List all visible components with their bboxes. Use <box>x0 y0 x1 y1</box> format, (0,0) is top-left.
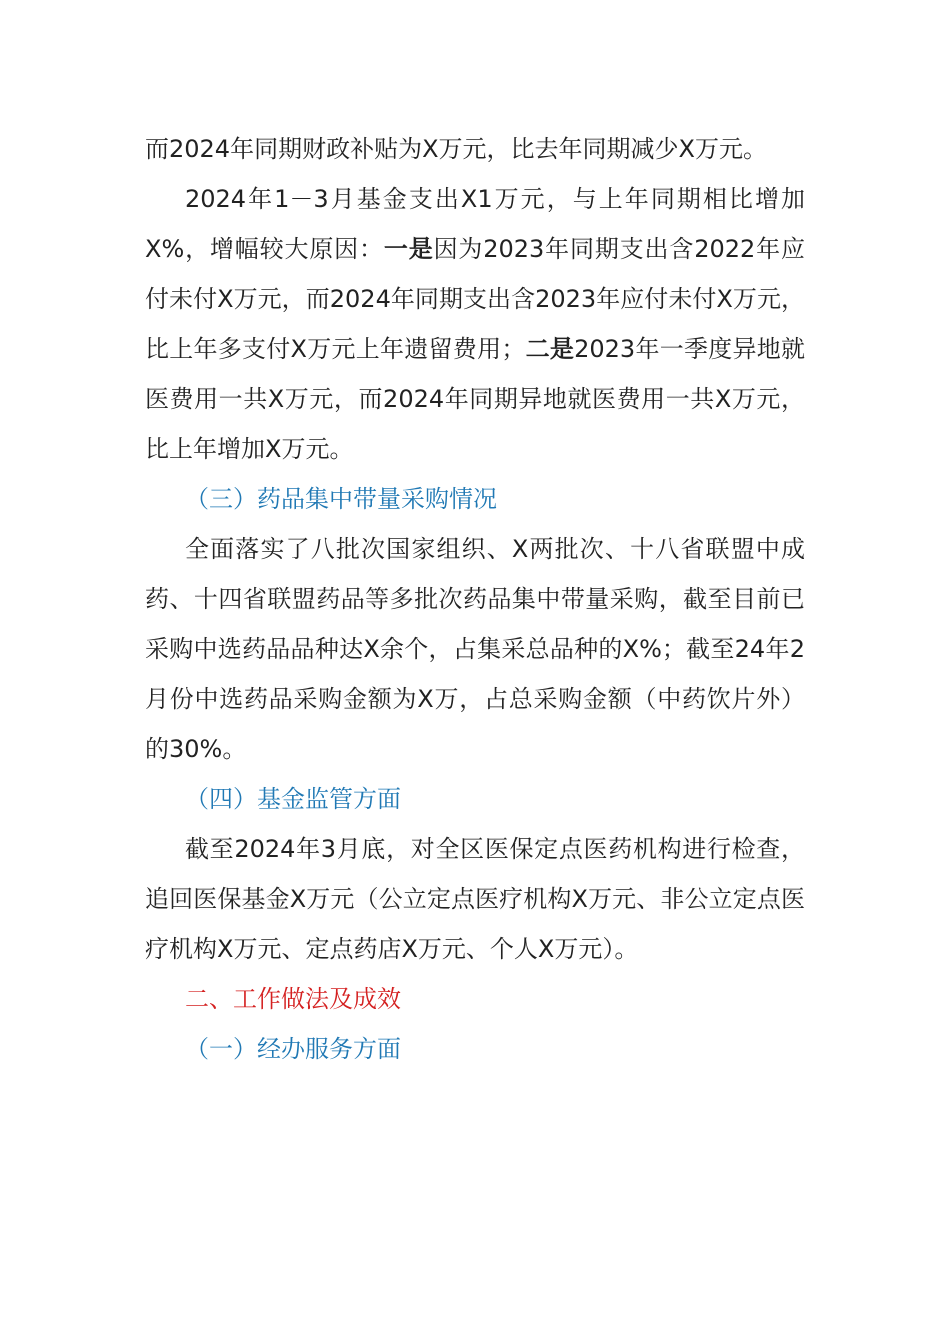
paragraph-text: 截至2024年3月底，对全区医保定点医药机构进行检查，追回医保基金X万元（公立定点医疗机构X万元、非公立定点医疗机构X万元、定点药店X万元、个人X万元）。 <box>145 835 805 963</box>
paragraph-fiscal-subsidy <box>145 124 805 174</box>
emphasis-second-reason: 二是 <box>525 335 575 363</box>
chapter-heading-work-practices <box>145 974 805 1024</box>
paragraph-drug-procurement <box>145 524 805 774</box>
heading-text: （四）基金监管方面 <box>185 785 401 813</box>
paragraph-fund-expenditure <box>145 174 805 474</box>
section-heading-drug-procurement <box>145 474 805 524</box>
emphasis-first-reason: 一是 <box>383 235 434 263</box>
paragraph-text: 而2024年同期财政补贴为X万元，比去年同期减少X万元。 <box>145 135 767 163</box>
document-page <box>145 124 805 1074</box>
paragraph-text: 2023年一季度异地就医费用一共X万元，而2024年同期异地就医费用一共X万元，比上年增加X万元。 <box>145 335 805 463</box>
heading-text: 二、工作做法及成效 <box>185 985 401 1013</box>
section-heading-fund-supervision <box>145 774 805 824</box>
heading-text: （三）药品集中带量采购情况 <box>185 485 497 513</box>
paragraph-text: 全面落实了八批次国家组织、X两批次、十八省联盟中成药、十四省联盟药品等多批次药品集中带量采购，截至目前已采购中选药品品种达X余个，占集采总品种的X%；截至24年2月份中选药品采购金额为X万，占总采购金额（中药饮片外）的30%。 <box>145 535 805 763</box>
heading-text: （一）经办服务方面 <box>185 1035 401 1063</box>
section-heading-handling-services <box>145 1024 805 1074</box>
paragraph-text: 因为2023年同期支出含2022年应付未付X万元，而2024年同期支出含2023年应付未付X万元，比上年多支付X万元上年遗留费用； <box>145 235 806 363</box>
paragraph-fund-supervision <box>145 824 805 974</box>
paragraph-text: 2024年1－3月基金支出X1万元，与上年同期相比增加X%，增幅较大原因： <box>145 185 805 263</box>
